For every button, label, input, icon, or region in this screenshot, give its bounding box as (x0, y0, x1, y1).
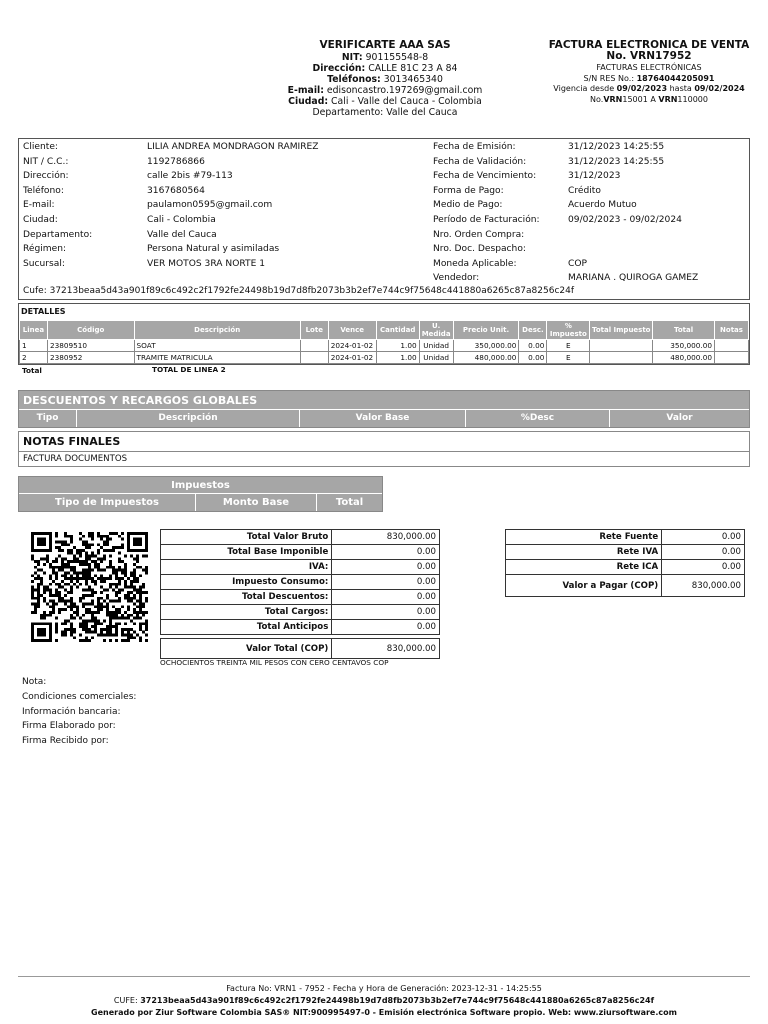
invoice-field-label: Medio de Pago: (433, 200, 503, 211)
table-cell (300, 340, 328, 352)
details-total-label: Total (22, 366, 42, 375)
footer-cufe: CUFE: 37213beaa5d43a901f89c6c492c2f1792fe24498b19d7d8fb2073b3b2ef7e744c9f75648c441880a6265c87a8256c24f (113, 996, 655, 1005)
details-column-header: Notas (714, 321, 748, 340)
customer-field-label: Dirección: (23, 171, 69, 182)
issuer-nit: NIT: 901155548-8 (341, 52, 429, 63)
customer-field-value: 3167680564 (147, 185, 205, 196)
issuer-address: Dirección: CALLE 81C 23 A 84 (312, 63, 458, 74)
withholding-value: 830,000.00 (662, 575, 745, 597)
details-total-lines: TOTAL DE LINEA 2 (152, 365, 226, 374)
invoice-field-value: 31/12/2023 14:25:55 (568, 156, 665, 167)
additional-field: Firma Recibido por: (22, 736, 109, 747)
totals-row (161, 545, 440, 560)
table-cell: 350,000.00 (453, 340, 519, 352)
taxes-col-type: Tipo de Impuestos (19, 494, 196, 511)
withholding-value: 0.00 (662, 545, 745, 560)
table-cell: 1.00 (376, 340, 419, 352)
totals-row (161, 530, 440, 545)
customer-field-label: Régimen: (23, 244, 67, 255)
details-title: DETALLES (21, 307, 66, 316)
totals-value: 830,000.00 (332, 530, 440, 545)
table-cell: 2024-01-02 (328, 340, 376, 352)
taxes-col-base: Monto Base (196, 494, 317, 511)
table-cell: E (547, 340, 590, 352)
totals-row (161, 575, 440, 590)
withholding-label: Rete Fuente (506, 530, 662, 545)
details-column-header: Descripción (134, 321, 300, 340)
invoice-resolution: S/N RES No.: 18764044205091 (583, 73, 715, 83)
customer-field-label: Ciudad: (23, 215, 58, 225)
table-cell: Unidad (419, 352, 453, 364)
table-cell: 480,000.00 (453, 352, 519, 364)
withholding-label: Rete ICA (506, 560, 662, 575)
issuer-header (280, 40, 490, 118)
taxes-col-total: Total (335, 497, 364, 508)
invoice-field-label: Fecha de Vencimiento: (433, 171, 537, 182)
details-column-header: Lote (300, 321, 328, 340)
withholding-row (506, 530, 745, 545)
table-cell (590, 340, 653, 352)
issuer-email: E-mail: edisoncastro.197269@gmail.com (287, 85, 483, 96)
details-column-header: Total (653, 321, 715, 340)
details-column-header: Linea (20, 321, 48, 340)
global-col-descripcion: Descripción (77, 410, 300, 427)
additional-field: Nota: (22, 677, 47, 687)
details-header-row (20, 321, 749, 340)
table-row (20, 340, 749, 352)
invoice-field-label: Período de Facturación: (433, 215, 540, 225)
invoice-header (548, 40, 750, 105)
customer-field-value: Valle del Cauca (147, 229, 217, 240)
details-column-header: Precio Unit. (453, 321, 519, 340)
invoice-field-label: Fecha de Validación: (433, 156, 527, 167)
customer-field-value: 1192786866 (147, 156, 205, 167)
details-table (19, 320, 749, 364)
totals-value: 0.00 (332, 545, 440, 560)
invoice-field-label: Forma de Pago: (433, 185, 504, 196)
final-notes-text: FACTURA DOCUMENTOS (23, 454, 128, 464)
invoice-field-value: Acuerdo Mutuo (568, 200, 637, 211)
table-cell: E (547, 352, 590, 364)
table-row (20, 352, 749, 364)
withholding-row (506, 545, 745, 560)
totals-row (161, 639, 440, 659)
totals-label: Total Descuentos: (161, 590, 332, 605)
totals-table (160, 529, 440, 659)
footer-generated-by: Generado por Ziur Software Colombia SAS® NIT:900995497-0 - Emisión electrónica Software propio. Web: www.ziursoftware.com (91, 1008, 677, 1017)
customer-field-value: paulamon0595@gmail.com (147, 200, 273, 211)
additional-fields (22, 675, 136, 749)
withholding-label: Rete IVA (506, 545, 662, 560)
invoice-field-value: MARIANA . QUIROGA GAMEZ (568, 273, 699, 284)
totals-value: 830,000.00 (332, 639, 440, 659)
details-section (18, 303, 750, 365)
details-column-header: % Impuesto (547, 321, 590, 340)
totals-value: 0.00 (332, 575, 440, 590)
customer-cufe: Cufe: 37213beaa5d43a901f89c6c492c2f1792fe24498b19d7d8fb2073b3b2ef7e744c9f75648c441880a6265c87a8256c24f (23, 286, 575, 296)
additional-field: Información bancaria: (22, 706, 121, 717)
details-column-header: Desc. (519, 321, 547, 340)
final-notes-title: NOTAS FINALES (19, 432, 749, 452)
totals-row (161, 605, 440, 620)
invoice-range: No.VRN15001 A VRN110000 (590, 94, 708, 104)
customer-field-value: Cali - Colombia (147, 215, 216, 225)
details-column-header: Vence (328, 321, 376, 340)
withholding-row (506, 575, 745, 597)
totals-label: Impuesto Consumo: (161, 575, 332, 590)
totals-value: 0.00 (332, 620, 440, 635)
totals-label: Total Base Imponible (161, 545, 332, 560)
footer-divider (18, 976, 750, 977)
table-cell: Unidad (419, 340, 453, 352)
customer-info-box (18, 138, 750, 300)
totals-label: Total Cargos: (161, 605, 332, 620)
global-col-tipo: Tipo (19, 410, 77, 427)
totals-value: 0.00 (332, 590, 440, 605)
final-notes-section (18, 431, 750, 467)
invoice-field-label: Nro. Orden Compra: (433, 229, 525, 240)
customer-field-value: Persona Natural y asimiladas (147, 244, 280, 255)
customer-field-value: calle 2bis #79-113 (147, 171, 233, 182)
customer-field-label: Departamento: (23, 229, 93, 240)
invoice-field-value: Crédito (568, 185, 601, 196)
taxes-section (18, 476, 383, 512)
taxes-title: Impuestos (19, 477, 382, 494)
totals-label: Total Valor Bruto (161, 530, 332, 545)
details-body (20, 340, 749, 364)
table-cell: 480,000.00 (653, 352, 715, 364)
customer-field-value: VER MOTOS 3RA NORTE 1 (147, 258, 265, 269)
table-cell: 0.00 (519, 340, 547, 352)
table-cell: 2 (20, 352, 48, 364)
totals-row (161, 620, 440, 635)
invoice-number: No. VRN17952 (606, 50, 692, 62)
details-column-header: Total Impuesto (590, 321, 653, 340)
table-cell: 2024-01-02 (328, 352, 376, 364)
table-cell: TRAMITE MATRICULA (134, 352, 300, 364)
issuer-department: Departamento: Valle del Cauca (312, 107, 458, 118)
withholding-row (506, 560, 745, 575)
footer-invoice-line: Factura No: VRN1 - 7952 - Fecha y Hora de Generación: 2023-12-31 - 14:25:55 (226, 984, 542, 993)
totals-value: 0.00 (332, 560, 440, 575)
withholdings-table (505, 529, 745, 597)
totals-row (161, 590, 440, 605)
issuer-name: VERIFICARTE AAA SAS (319, 39, 451, 51)
invoice-field-value: COP (568, 258, 587, 269)
amount-in-words: OCHOCIENTOS TREINTA MIL PESOS CON CERO CENTAVOS COP (160, 658, 389, 667)
customer-field-value: LILIA ANDREA MONDRAGON RAMIREZ (147, 142, 319, 152)
invoice-field-value: 09/02/2023 - 09/02/2024 (568, 215, 682, 225)
table-cell: 23809510 (47, 340, 134, 352)
table-cell: 350,000.00 (653, 340, 715, 352)
invoice-subtitle: FACTURAS ELECTRÓNICAS (596, 63, 702, 72)
customer-field-label: E-mail: (23, 200, 55, 211)
totals-value: 0.00 (332, 605, 440, 620)
details-column-header: Código (47, 321, 134, 340)
invoice-field-label: Vendedor: (433, 273, 480, 284)
invoice-field-value: 31/12/2023 (568, 171, 621, 182)
invoice-field-label: Moneda Aplicable: (433, 258, 517, 269)
additional-field: Firma Elaborado por: (22, 721, 116, 732)
invoice-title: FACTURA ELECTRONICA DE VENTA (548, 39, 750, 51)
table-cell: 1.00 (376, 352, 419, 364)
totals-row (161, 560, 440, 575)
invoice-field-label: Nro. Doc. Despacho: (433, 244, 526, 255)
table-cell: 1 (20, 340, 48, 352)
issuer-phones: Teléfonos: 3013465340 (327, 74, 443, 85)
totals-label: Valor Total (COP) (161, 639, 332, 659)
customer-field-label: NIT / C.C.: (23, 156, 69, 167)
qr-code-image (31, 532, 148, 642)
global-discounts-section (18, 390, 750, 428)
issuer-city: Ciudad: Cali - Valle del Cauca - Colombia (288, 96, 482, 107)
table-cell (300, 352, 328, 364)
withholding-value: 0.00 (662, 560, 745, 575)
details-column-header: U. Medida (419, 321, 453, 340)
customer-field-label: Teléfono: (23, 185, 64, 196)
global-col-valor: Valor (666, 413, 693, 423)
withholding-value: 0.00 (662, 530, 745, 545)
invoice-field-label: Fecha de Emisión: (433, 142, 516, 152)
totals-label: IVA: (161, 560, 332, 575)
global-discounts-title: DESCUENTOS Y RECARGOS GLOBALES (19, 391, 749, 410)
additional-field: Condiciones comerciales: (22, 691, 137, 702)
totals-label: Total Anticipos (161, 620, 332, 635)
details-column-header: Cantidad (376, 321, 419, 340)
table-cell (590, 352, 653, 364)
table-cell (714, 340, 748, 352)
taxes-header (19, 494, 382, 511)
table-cell: 0.00 (519, 352, 547, 364)
global-discounts-header (19, 410, 749, 427)
withholding-label: Valor a Pagar (COP) (506, 575, 662, 597)
global-col-desc: %Desc (466, 410, 610, 427)
table-cell: 2380952 (47, 352, 134, 364)
table-cell (714, 352, 748, 364)
invoice-validity: Vigencia desde 09/02/2023 hasta 09/02/2024 (553, 84, 745, 94)
global-col-valor-base: Valor Base (300, 410, 466, 427)
customer-field-label: Cliente: (23, 142, 58, 152)
customer-field-label: Sucursal: (23, 258, 65, 269)
invoice-field-value: 31/12/2023 14:25:55 (568, 142, 665, 152)
table-cell: SOAT (134, 340, 300, 352)
